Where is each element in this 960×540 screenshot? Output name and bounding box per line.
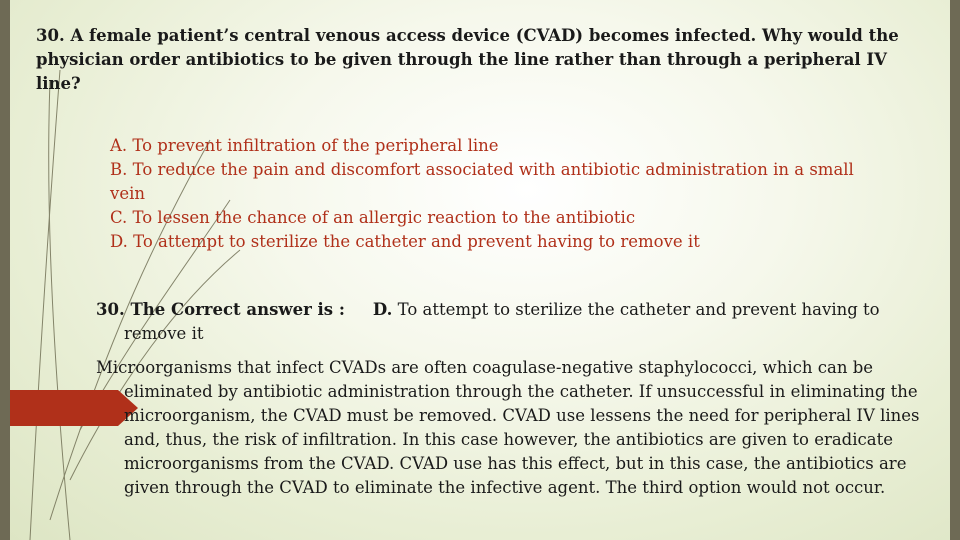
answer-options	[110, 134, 870, 254]
question-title: 30. A female patient’s central venous access device (CVAD) becomes infected. Why would the physician order antibiotics to be given through the line rather than through a peripheral IV line?	[36, 26, 899, 93]
option-b: B. To reduce the pain and discomfort associated with antibiotic administration in a small vein	[110, 160, 854, 203]
answer-text-line2: remove it	[124, 324, 204, 343]
answer-letter: D.	[372, 300, 393, 319]
explanation-text: Microorganisms that infect CVADs are often coagulase-negative staphylococci, which can be eliminated by antibiotic administration through the catheter. If unsuccessful in eliminating the microorganism, the CVAD must be removed. CVAD use lessens the need for peripheral IV lines and, thus, the risk of infiltration. In this case however, the antibiotics are given to eradicate microorganisms from the CVAD. CVAD use has this effect, but in this case, the antibiotics are given through the CVAD to eliminate the infective agent. The third option would not occur.	[96, 358, 920, 497]
answer-label: 30. The Correct answer is :	[96, 300, 345, 319]
option-d: D. To attempt to sterilize the catheter and prevent having to remove it	[110, 232, 700, 251]
option-a: A. To prevent infiltration of the peripheral line	[110, 136, 499, 155]
answer-text-line1: To attempt to sterilize the catheter and prevent having to	[392, 300, 880, 319]
option-c: C. To lessen the chance of an allergic reaction to the antibiotic	[110, 208, 636, 227]
correct-answer	[96, 298, 936, 346]
